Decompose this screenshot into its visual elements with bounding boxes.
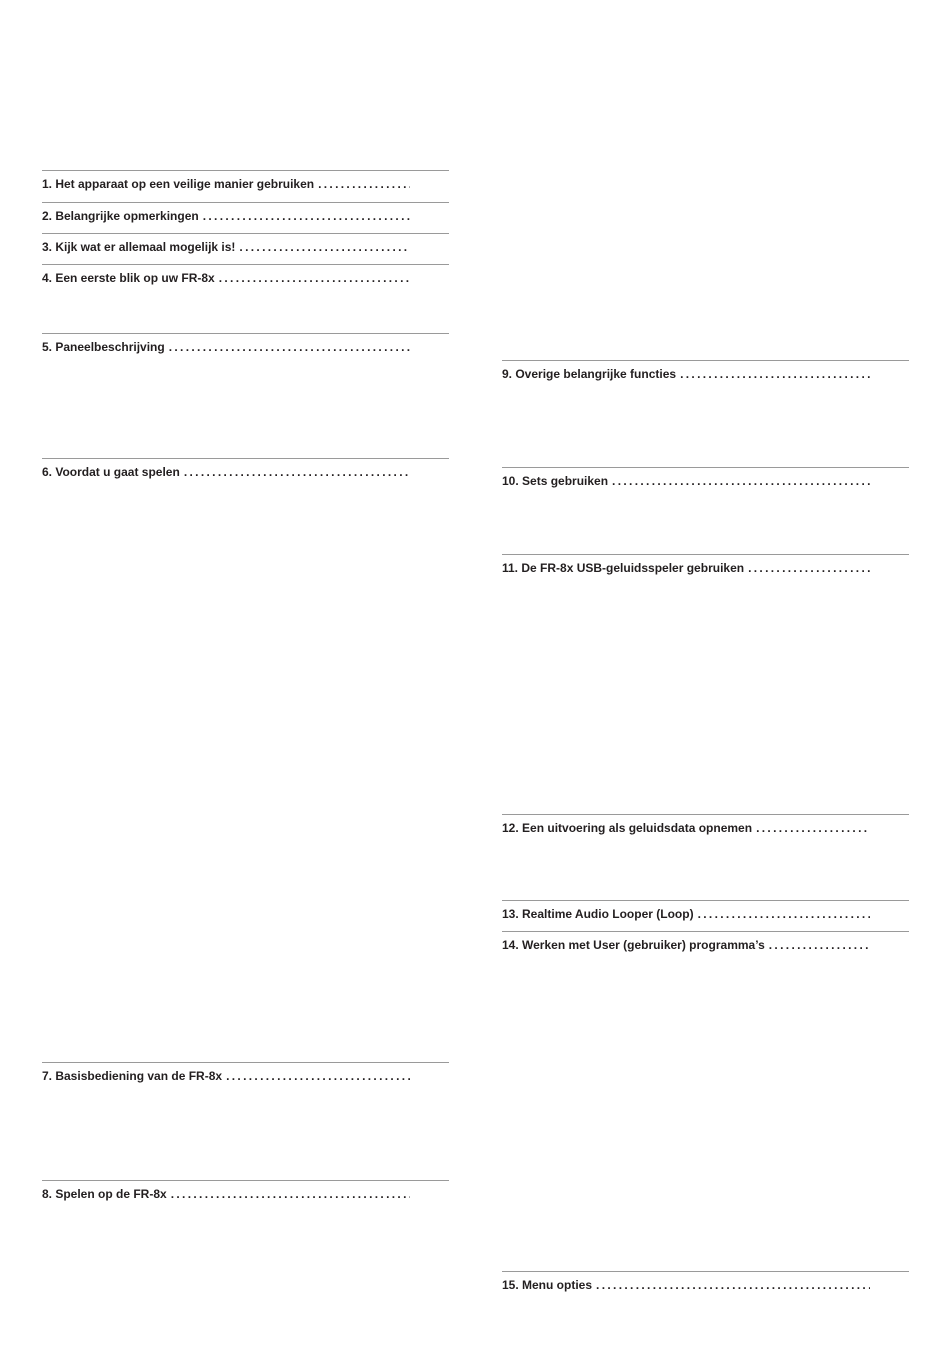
dot-leader xyxy=(769,937,870,953)
toc-entry-title[interactable]: 9. Overige belangrijke functies xyxy=(502,367,677,381)
dot-leader xyxy=(756,820,870,836)
toc-entry-title[interactable]: 5. Paneelbeschrijving xyxy=(42,340,165,354)
toc-line[interactable] xyxy=(502,1277,870,1293)
toc-entry[interactable] xyxy=(42,333,449,355)
dot-leader xyxy=(239,239,410,255)
toc-line[interactable] xyxy=(502,937,870,953)
dot-leader xyxy=(169,339,410,355)
dot-leader xyxy=(596,1277,870,1293)
dot-leader xyxy=(748,560,870,576)
dot-leader xyxy=(171,1186,410,1202)
toc-entry-title[interactable]: 15. Menu opties xyxy=(502,1278,593,1292)
toc-line[interactable] xyxy=(502,473,870,489)
toc-entry-title[interactable]: 1. Het apparaat op een veilige manier gebruiken xyxy=(42,177,315,191)
toc-line[interactable] xyxy=(42,239,410,255)
toc-line[interactable] xyxy=(502,560,870,576)
toc-entry[interactable] xyxy=(42,170,449,192)
toc-entry-title[interactable]: 7. Basisbediening van de FR-8x xyxy=(42,1069,223,1083)
toc-line[interactable] xyxy=(502,366,870,382)
toc-line[interactable] xyxy=(42,339,410,355)
dot-leader xyxy=(612,473,870,489)
toc-line[interactable] xyxy=(42,176,410,192)
toc-entry-title[interactable]: 10. Sets gebruiken xyxy=(502,474,609,488)
toc-entry[interactable] xyxy=(502,931,909,953)
dot-leader xyxy=(698,906,870,922)
toc-entry-title[interactable]: 12. Een uitvoering als geluidsdata opnemen xyxy=(502,821,753,835)
dot-leader xyxy=(680,366,870,382)
toc-column-left xyxy=(42,0,449,1370)
toc-entry[interactable] xyxy=(502,814,909,836)
toc-line[interactable] xyxy=(502,906,870,922)
toc-line[interactable] xyxy=(42,1068,410,1084)
toc-entry[interactable] xyxy=(502,467,909,489)
toc-entry-title[interactable]: 6. Voordat u gaat spelen xyxy=(42,465,180,479)
toc-entry-title[interactable]: 3. Kijk wat er allemaal mogelijk is! xyxy=(42,240,236,254)
toc-entry-title[interactable]: 8. Spelen op de FR-8x xyxy=(42,1187,167,1201)
toc-entry[interactable] xyxy=(502,1271,909,1293)
toc-entry-title[interactable]: 13. Realtime Audio Looper (Loop) xyxy=(502,907,694,921)
toc-line[interactable] xyxy=(42,270,410,286)
dot-leader xyxy=(318,176,410,192)
toc-entry[interactable] xyxy=(502,554,909,576)
toc-entry-title[interactable]: 4. Een eerste blik op uw FR-8x xyxy=(42,271,215,285)
toc-entry[interactable] xyxy=(42,264,449,286)
dot-leader xyxy=(226,1068,410,1084)
toc-entry-title[interactable]: 14. Werken met User (gebruiker) programma’s xyxy=(502,938,765,952)
dot-leader xyxy=(203,208,410,224)
toc-entry[interactable] xyxy=(502,900,909,922)
toc-entry[interactable] xyxy=(42,1180,449,1202)
toc-entry[interactable] xyxy=(42,202,449,224)
toc-line[interactable] xyxy=(42,464,410,480)
toc-line[interactable] xyxy=(502,820,870,836)
dot-leader xyxy=(184,464,410,480)
toc-entry[interactable] xyxy=(42,458,449,480)
toc-entry[interactable] xyxy=(502,360,909,382)
toc-entry-title[interactable]: 2. Belangrijke opmerkingen xyxy=(42,209,199,223)
toc-entry[interactable] xyxy=(42,233,449,255)
toc-line[interactable] xyxy=(42,1186,410,1202)
toc-entry[interactable] xyxy=(42,1062,449,1084)
toc-column-right xyxy=(502,0,909,1370)
toc-line[interactable] xyxy=(42,208,410,224)
dot-leader xyxy=(219,270,410,286)
toc-entry-title[interactable]: 11. De FR-8x USB-geluidsspeler gebruiken xyxy=(502,561,745,575)
